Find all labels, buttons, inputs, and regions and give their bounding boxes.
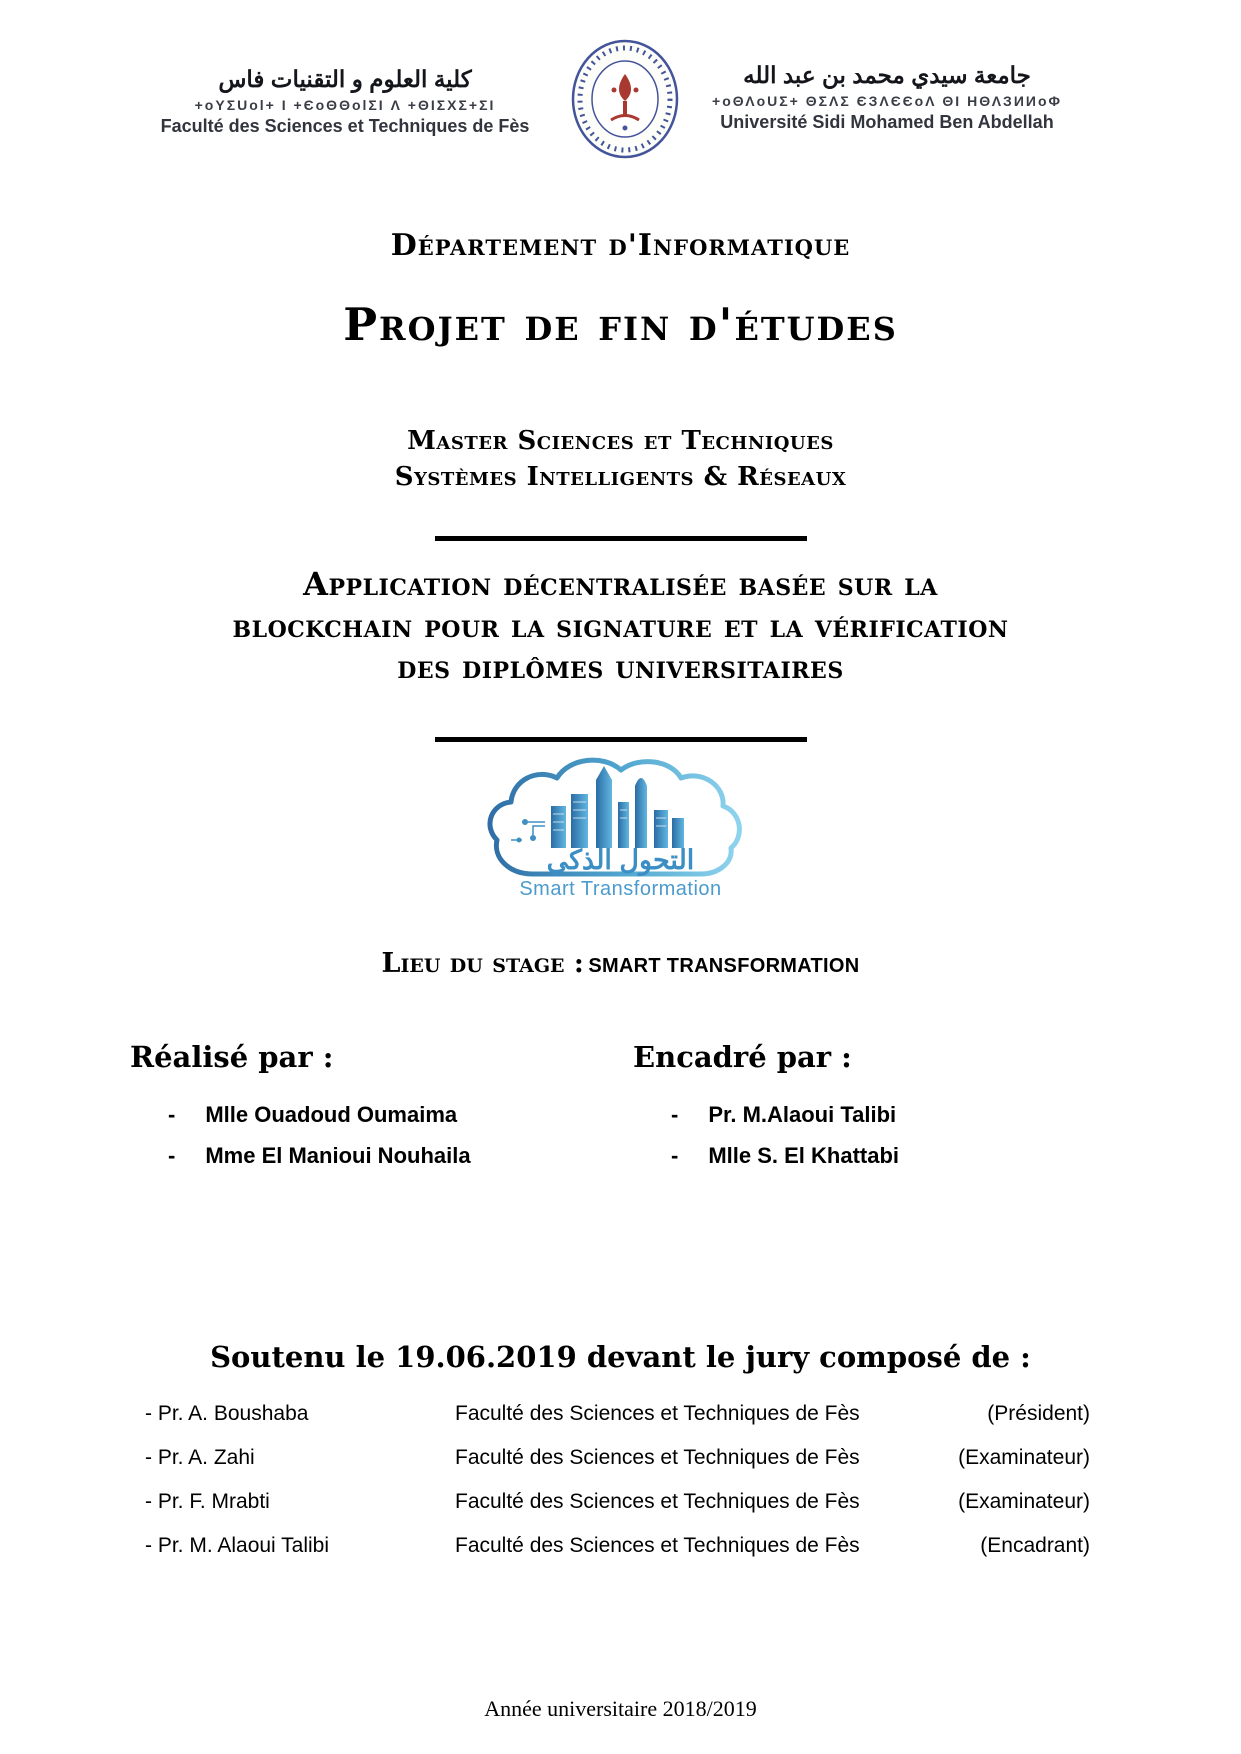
logo-arabic-text: التحول الذكي bbox=[546, 845, 695, 875]
university-arabic-text: جامعة سيدي محمد بن عبد الله bbox=[743, 62, 1031, 88]
dash-marker: - bbox=[168, 1143, 176, 1168]
supervisor-item bbox=[671, 1102, 899, 1128]
jury-member-role: (Examinateur) bbox=[958, 1446, 1090, 1469]
author-item bbox=[168, 1102, 471, 1128]
authors-heading: Réalisé par : bbox=[130, 1040, 334, 1074]
academic-year-footer: Année universitaire 2018/2019 bbox=[484, 1696, 757, 1721]
authors-section bbox=[130, 1040, 471, 1169]
separator-rule-bottom bbox=[435, 737, 807, 742]
jury-row bbox=[145, 1446, 1090, 1470]
jury-row bbox=[145, 1490, 1090, 1514]
supervisors-list bbox=[671, 1102, 899, 1169]
author-name: Mlle Ouadoud Oumaima bbox=[205, 1102, 458, 1127]
faculty-header-block bbox=[150, 66, 540, 137]
defense-heading: Soutenu le 19.06.2019 devant le jury composé de : bbox=[210, 1340, 1031, 1374]
authors-list bbox=[168, 1102, 471, 1169]
jury-row bbox=[145, 1534, 1090, 1558]
jury-member-role: (Président) bbox=[987, 1402, 1090, 1425]
university-name-text: Université Sidi Mohamed Ben Abdellah bbox=[720, 112, 1054, 132]
author-name: Mme El Manioui Nouhaila bbox=[205, 1143, 471, 1168]
university-seal-icon bbox=[570, 38, 680, 160]
supervisor-name: Pr. M.Alaoui Talibi bbox=[708, 1102, 897, 1127]
internship-location-value: SMART TRANSFORMATION bbox=[588, 955, 860, 977]
university-header-block bbox=[712, 62, 1062, 133]
department-title: Département d'Informatique bbox=[390, 228, 851, 263]
dash-marker: - bbox=[671, 1102, 679, 1127]
jury-member-name: - Pr. M. Alaoui Talibi bbox=[145, 1534, 330, 1557]
separator-rule-top bbox=[435, 536, 807, 541]
jury-member-role: (Examinateur) bbox=[958, 1490, 1090, 1513]
supervisor-item bbox=[671, 1143, 899, 1169]
faculty-arabic-text: كلية العلوم و التقنيات فاس bbox=[218, 66, 472, 92]
logo-caption-text: Smart Transformation bbox=[519, 878, 722, 900]
thesis-title-line-3: des diplômes universitaires bbox=[397, 648, 844, 687]
supervisor-name: Mlle S. El Khattabi bbox=[708, 1143, 900, 1168]
jury-member-affiliation: Faculté des Sciences et Techniques de Fès bbox=[455, 1490, 860, 1513]
document-type-title: Projet de fin d'études bbox=[343, 298, 898, 351]
thesis-title bbox=[0, 564, 1241, 689]
jury-row bbox=[145, 1402, 1090, 1426]
university-tifinagh-text: +oΘΛoUΣ+ ΘΣΛΣ ЄЗΛЄЄoΛ ΘI ΗΘΛЗИИoΦ bbox=[712, 93, 1062, 109]
smart-transformation-logo bbox=[0, 752, 1241, 901]
jury-table bbox=[145, 1402, 1090, 1578]
author-item bbox=[168, 1143, 471, 1169]
jury-member-affiliation: Faculté des Sciences et Techniques de Fès bbox=[455, 1402, 860, 1425]
supervisors-section bbox=[633, 1040, 899, 1169]
jury-member-name: - Pr. A. Boushaba bbox=[145, 1402, 309, 1425]
faculty-tifinagh-text: +oYΣUol+ I +ЄoΘΘolΣI Λ +ΘIΣXΣ+ΣI bbox=[194, 97, 496, 113]
dash-marker: - bbox=[671, 1143, 679, 1168]
program-title bbox=[0, 423, 1241, 496]
jury-member-name: - Pr. A. Zahi bbox=[145, 1446, 255, 1469]
internship-location-line bbox=[0, 948, 1241, 979]
program-line-2: Systèmes Intelligents & Réseaux bbox=[394, 462, 847, 493]
jury-member-role: (Encadrant) bbox=[980, 1534, 1090, 1557]
thesis-title-line-1: Application décentralisée basée sur la bbox=[303, 565, 938, 603]
jury-member-affiliation: Faculté des Sciences et Techniques de Fès bbox=[455, 1534, 860, 1557]
faculty-name-text: Faculté des Sciences et Techniques de Fès bbox=[160, 116, 530, 136]
jury-member-name: - Pr. F. Mrabti bbox=[145, 1490, 270, 1513]
jury-member-affiliation: Faculté des Sciences et Techniques de Fès bbox=[455, 1446, 860, 1469]
thesis-title-line-2: blockchain pour la signature et la vérification bbox=[232, 606, 1009, 645]
dash-marker: - bbox=[168, 1102, 176, 1127]
internship-location-label: Lieu du stage : bbox=[381, 948, 584, 979]
supervisors-heading: Encadré par : bbox=[633, 1040, 852, 1074]
program-line-1: Master Sciences et Techniques bbox=[407, 426, 834, 456]
